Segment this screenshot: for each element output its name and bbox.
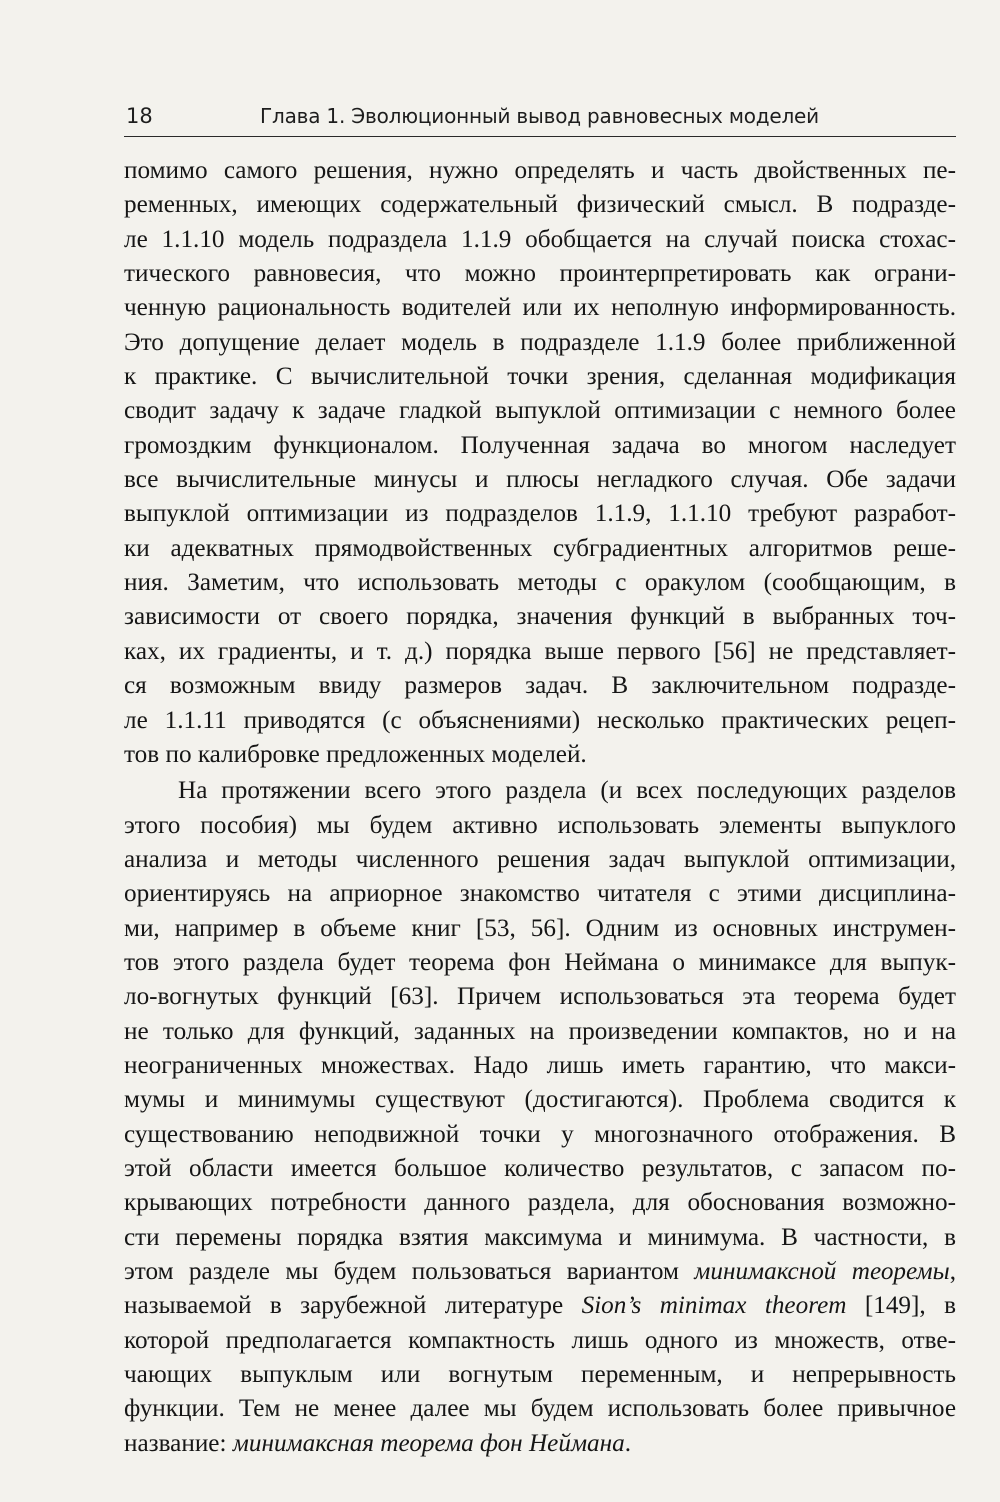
- text-line: ченную рациональность водителей или их неполную информированность.: [124, 294, 956, 322]
- text-line: ле 1.1.11 приводятся (с объяснениями) несколько практических рецеп-: [124, 706, 956, 734]
- text-line: ки адекватных прямодвойственных субградиентных алгоритмов реше-: [124, 534, 956, 562]
- text-line: ло-вогнутых функций [63]. Причем использоваться эта теорема будет: [124, 983, 956, 1011]
- text-line: функции. Тем не менее далее мы будем использовать более привычное: [124, 1395, 956, 1423]
- text-line: крывающих потребности данного раздела, для обоснования возможно-: [124, 1189, 956, 1217]
- text-line: существованию неподвижной точки у многозначного отображения. В: [124, 1120, 956, 1148]
- text-line: мумы и минимумы существуют (достигаются). Проблема сводится к: [124, 1086, 956, 1114]
- text-line: ле 1.1.10 модель подраздела 1.1.9 обобщается на случай поиска стохас-: [124, 225, 956, 253]
- text-fragment: этом разделе мы будем пользоваться вариантом: [124, 1258, 695, 1285]
- text-line: которой предполагается компактность лишь одного из множеств, отве-: [124, 1326, 956, 1354]
- text-line: все вычислительные минусы и плюсы негладкого случая. Обе задачи: [124, 466, 956, 494]
- text-line: этого пособия) мы будем активно использовать элементы выпуклого: [124, 811, 956, 839]
- italic-term: минимаксной теоремы: [694, 1258, 950, 1285]
- text-line: тов по калибровке предложенных моделей.: [124, 740, 587, 768]
- italic-term: Sion’s minimax theorem: [581, 1292, 847, 1320]
- text-line: ках, их градиенты, и т. д.) порядка выше первого [56] не представляет-: [124, 637, 956, 665]
- text-line: помимо самого решения, нужно определять и часть двойственных пе-: [124, 157, 956, 184]
- paragraph-2: [124, 774, 956, 1461]
- text-line: [124, 1255, 956, 1289]
- text-line: ми, например в объеме книг [53, 56]. Одним из основных инструмен-: [124, 914, 956, 942]
- page-number: 18: [126, 104, 153, 128]
- text-line: сводит задачу к задаче гладкой выпуклой оптимизации с немного более: [124, 397, 956, 425]
- text-line: На протяжении всего этого раздела (и всех последующих разделов: [178, 777, 956, 805]
- text-line: [124, 1427, 956, 1461]
- chapter-title: Глава 1. Эволюционный вывод равновесных моделей: [260, 104, 819, 128]
- text-line: ния. Заметим, что использовать методы с оракулом (сообщающим, в: [124, 569, 956, 597]
- text-line: ременных, имеющих содержательный физический смысл. В подразде-: [124, 191, 956, 219]
- running-header: [124, 96, 956, 137]
- text-line: тов этого раздела будет теорема фон Неймана о минимаксе для выпук-: [124, 948, 956, 976]
- text-line: тического равновесия, что можно проинтерпретировать как ограни-: [124, 260, 956, 288]
- text-line: громоздким функционалом. Полученная задача во многом наследует: [124, 431, 956, 459]
- text-line: зависимости от своего порядка, значения функций в выбранных точ-: [124, 603, 956, 631]
- text-line: не только для функций, заданных на произведении компактов, но и на: [124, 1017, 956, 1045]
- text-fragment: ,: [949, 1258, 956, 1285]
- text-line: выпуклой оптимизации из подразделов 1.1.9, 1.1.10 требуют разработ-: [124, 500, 956, 528]
- text-fragment: [149], в: [846, 1292, 956, 1320]
- body-text: [124, 154, 956, 1461]
- text-line: ся возможным ввиду размеров задач. В заключительном подразде-: [124, 672, 956, 700]
- text-fragment: название:: [124, 1429, 233, 1457]
- italic-term: минимаксная теорема фон Неймана: [232, 1429, 625, 1457]
- text-line: анализа и методы численного решения задач выпуклой оптимизации,: [124, 845, 956, 873]
- text-line: неограниченных множествах. Надо лишь иметь гарантию, что макси-: [124, 1051, 956, 1079]
- text-line: ориентируясь на априорное знакомство читателя с этими дисциплина-: [124, 880, 956, 908]
- text-line: [124, 1289, 956, 1323]
- text-fragment: .: [624, 1429, 631, 1457]
- text-line: чающих выпуклым или вогнутым переменным, и непрерывность: [124, 1361, 956, 1389]
- text-fragment: называемой в зарубежной литературе: [124, 1292, 582, 1320]
- text-line: сти перемены порядка взятия максимума и минимума. В частности, в: [124, 1223, 956, 1251]
- text-line: к практике. С вычислительной точки зрения, сделанная модификация: [124, 363, 956, 391]
- text-line: этой области имеется большое количество результатов, с запасом по-: [124, 1154, 956, 1182]
- text-line: Это допущение делает модель в подразделе 1.1.9 более приближенной: [124, 328, 956, 356]
- paragraph-1: [124, 154, 956, 772]
